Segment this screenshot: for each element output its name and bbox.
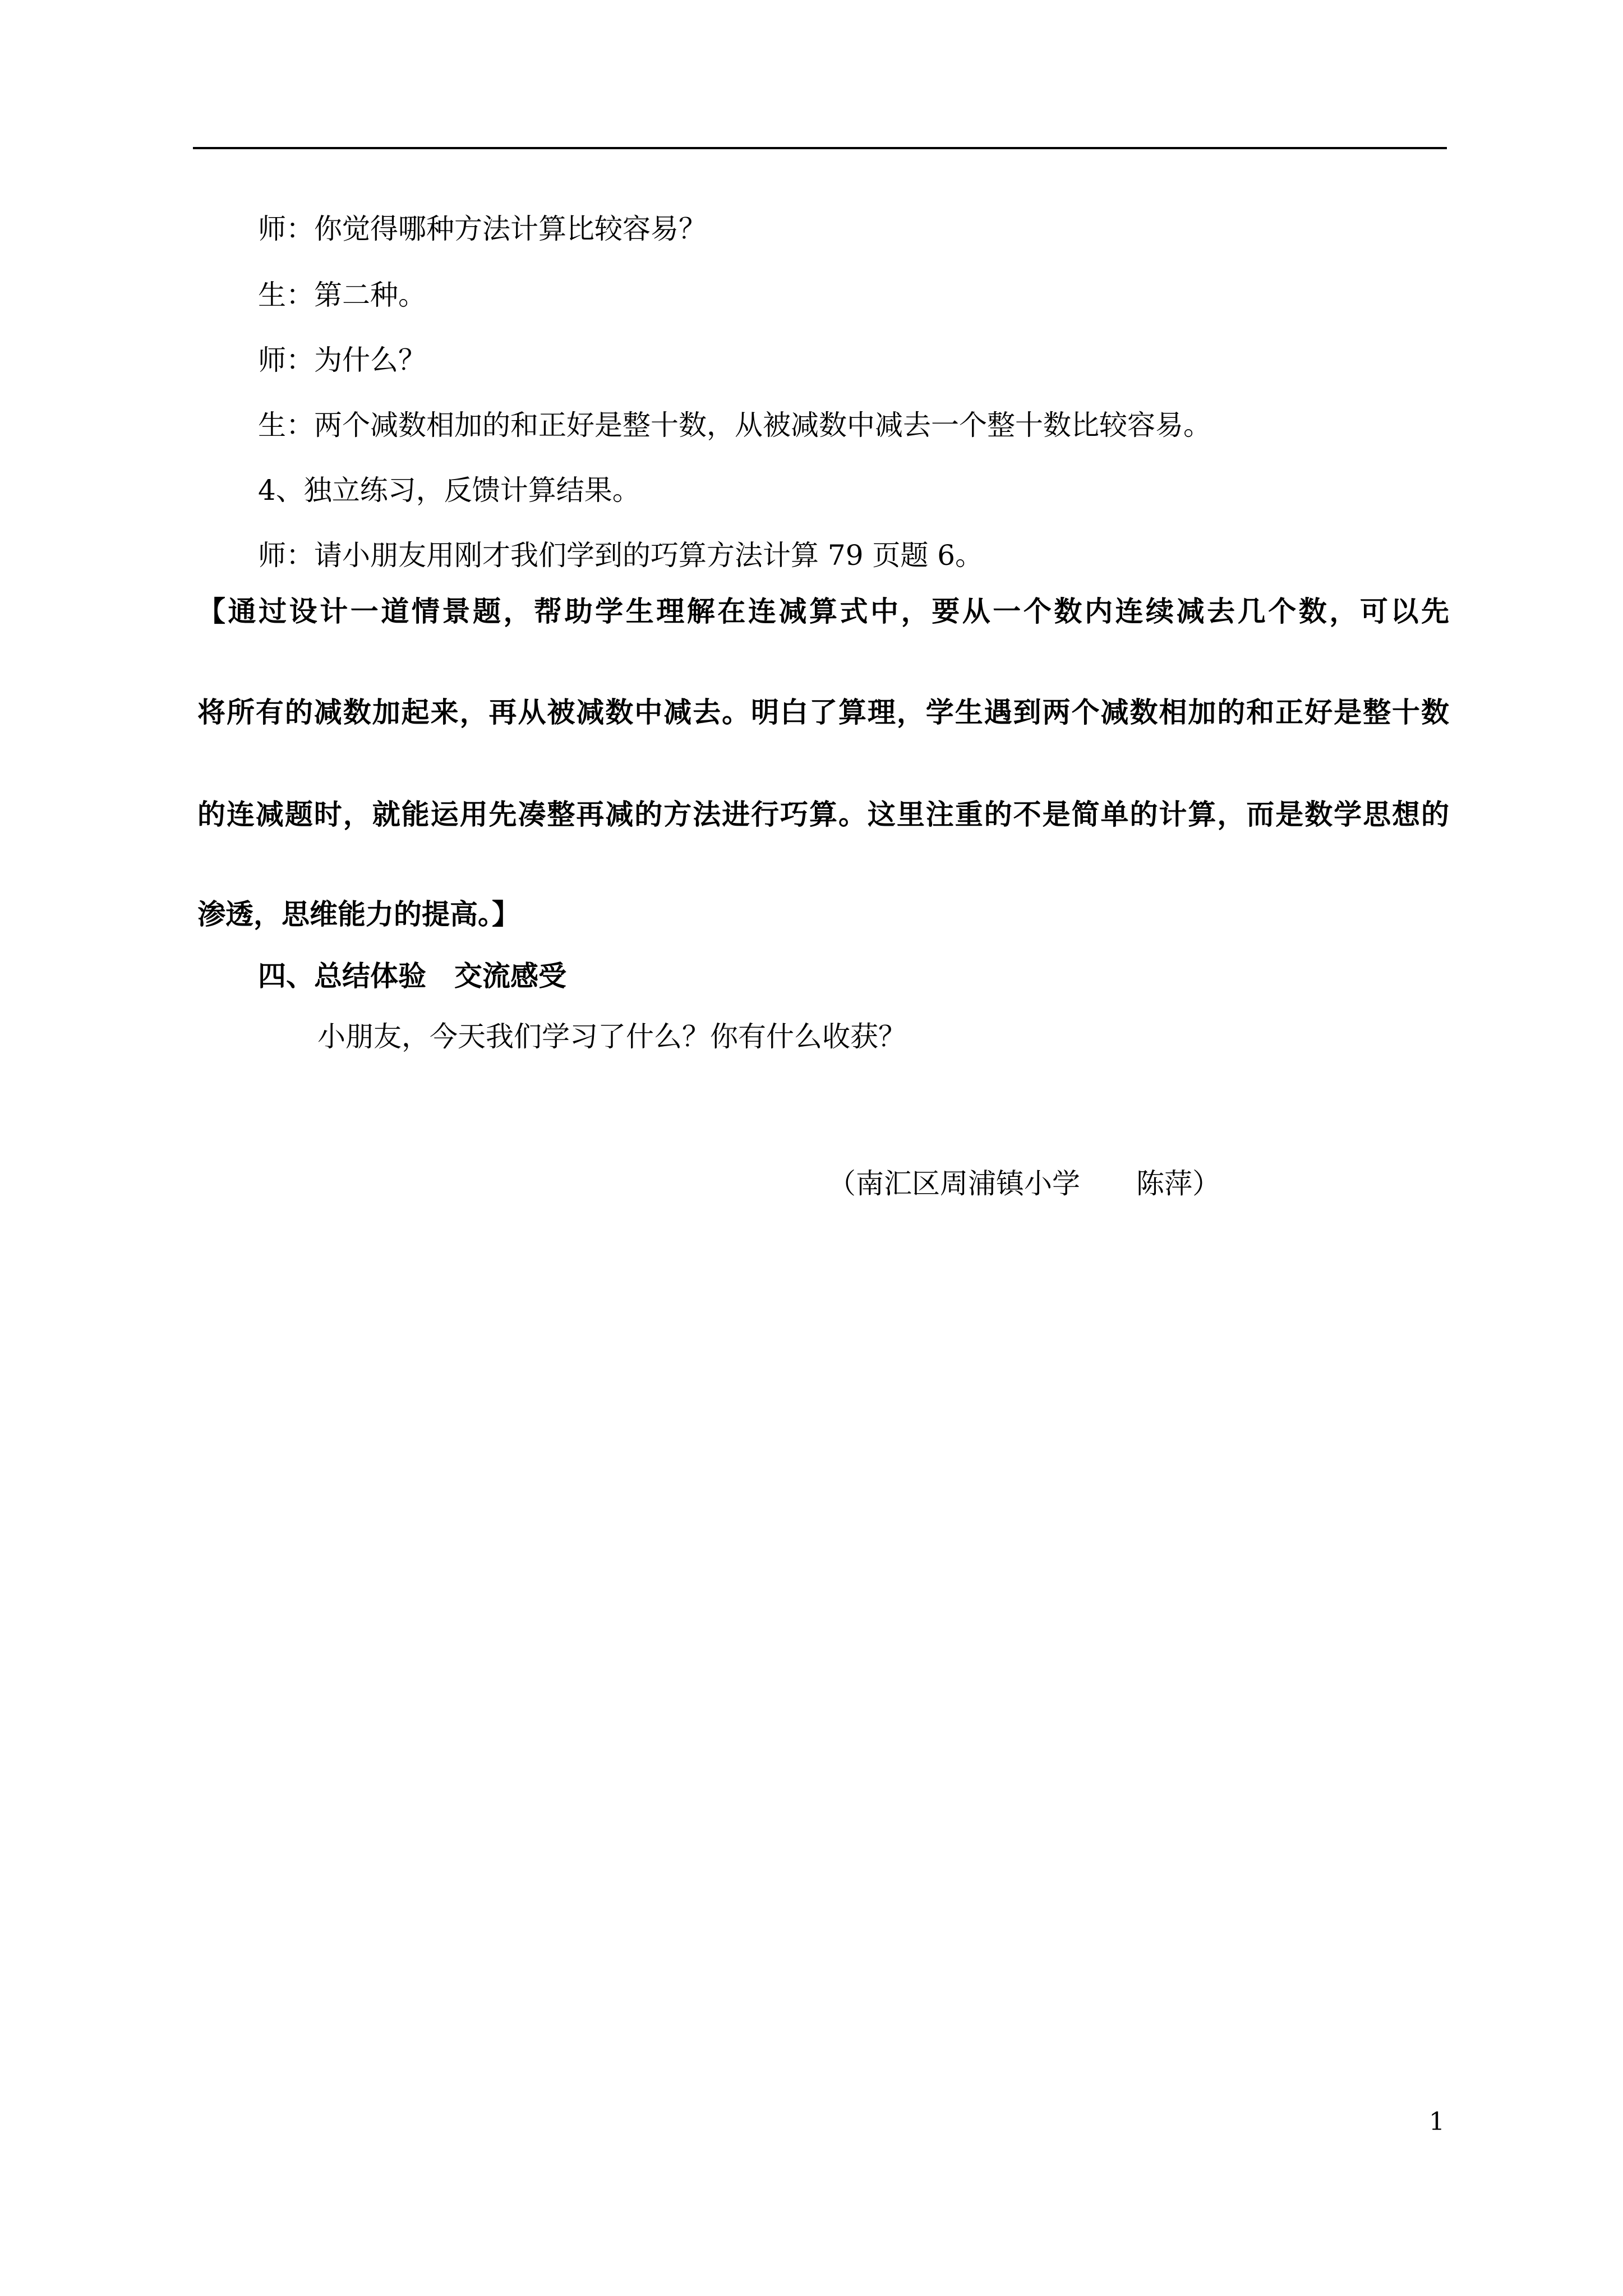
header-rule bbox=[193, 147, 1447, 149]
dialogue-line: 师：你觉得哪种方法计算比较容易？ bbox=[258, 213, 707, 245]
dialogue-line: 4、独立练习，反馈计算结果。 bbox=[258, 474, 640, 507]
commentary-line: 的连减题时，就能运用先凑整再减的方法进行巧算。这里注重的不是简单的计算，而是数学思想的 bbox=[197, 798, 1449, 831]
dialogue-line: 生：第二种。 bbox=[258, 279, 426, 311]
section-heading: 四、总结体验 交流感受 bbox=[258, 959, 566, 992]
commentary-line: 将所有的减数加起来，再从被减数中减去。明白了算理，学生遇到两个减数相加的和正好是整十数 bbox=[197, 696, 1449, 729]
page-number: 1 bbox=[1429, 2108, 1445, 2136]
dialogue-line: 生：两个减数相加的和正好是整十数，从被减数中减去一个整十数比较容易。 bbox=[258, 409, 1211, 441]
dialogue-line: 师：请小朋友用刚才我们学到的巧算方法计算 79 页题 6。 bbox=[258, 539, 984, 572]
attribution: （南汇区周浦镇小学 陈萍） bbox=[828, 1167, 1220, 1200]
commentary-line: 【通过设计一道情景题，帮助学生理解在连减算式中，要从一个数内连续减去几个数，可以先 bbox=[197, 595, 1449, 628]
closing-question: 小朋友，今天我们学习了什么？你有什么收获？ bbox=[317, 1020, 906, 1053]
commentary-line: 渗透，思维能力的提高。】 bbox=[197, 898, 520, 931]
dialogue-line: 师：为什么？ bbox=[258, 344, 426, 376]
